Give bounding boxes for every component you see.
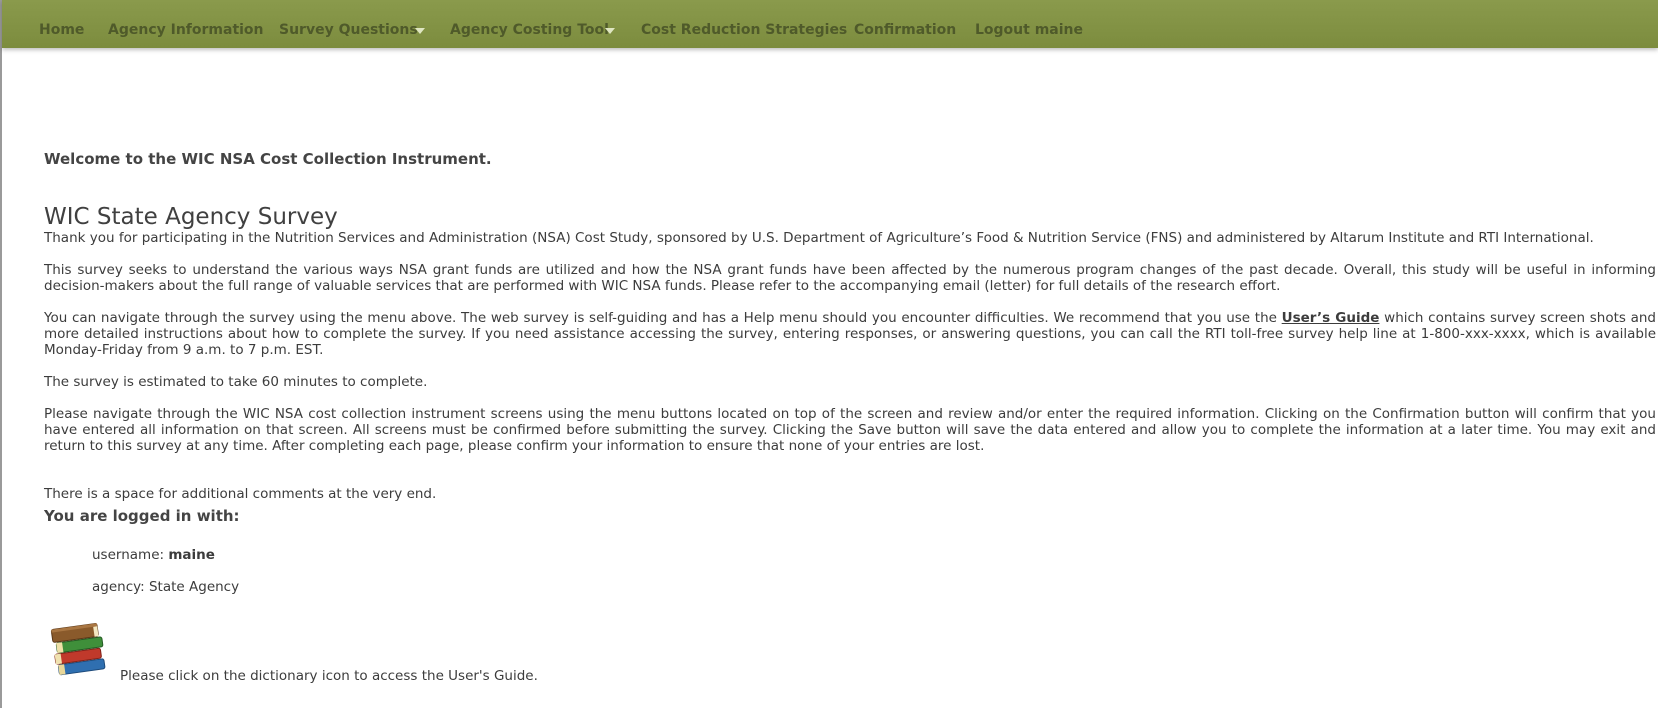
nav-cost-reduction-strategies[interactable]: Cost Reduction Strategies: [641, 22, 848, 38]
nav-agency-costing-tool[interactable]: Agency Costing Tool: [450, 22, 609, 38]
intro-paragraph: Thank you for participating in the Nutrition Services and Administration (NSA) Cost Study, sponsored by U.S. Department of Agriculture’s Food & Nutrition Service (FNS) and administered by Altarum Institute and RTI International.: [44, 230, 1594, 246]
username-value: maine: [168, 547, 215, 563]
page-title: WIC State Agency Survey: [44, 204, 338, 230]
chevron-down-icon[interactable]: [415, 28, 425, 34]
navigation-text-start: You can navigate through the survey using the menu above. The web survey is self-guiding and has a Help menu should you encounter difficulties. We recommend that you use the: [44, 310, 1282, 326]
chevron-down-icon[interactable]: [605, 28, 615, 34]
nav-confirmation[interactable]: Confirmation: [854, 22, 957, 38]
page-left-border: [0, 0, 2, 708]
logged-in-heading: You are logged in with:: [44, 507, 240, 525]
welcome-heading: Welcome to the WIC NSA Cost Collection Instrument.: [44, 150, 492, 168]
top-navbar: [2, 0, 1658, 48]
nav-agency-information[interactable]: Agency Information: [108, 22, 264, 38]
users-guide-instruction: Please click on the dictionary icon to access the User's Guide.: [120, 668, 538, 684]
username-line: [92, 547, 215, 563]
nav-home[interactable]: Home: [39, 22, 85, 38]
agency-line: [92, 579, 239, 595]
duration-paragraph: The survey is estimated to take 60 minutes to complete.: [44, 374, 428, 390]
agency-label: agency:: [92, 579, 149, 595]
users-guide-link[interactable]: User’s Guide: [1281, 310, 1380, 326]
navigation-paragraph: [44, 310, 1656, 358]
nav-survey-questions[interactable]: Survey Questions: [279, 22, 418, 38]
instructions-paragraph: Please navigate through the WIC NSA cost collection instrument screens using the menu buttons located on top of the screen and review and/or enter the required information. Clicking on the Confirmation button will confirm that you have entered all information on that screen. All screens must be confirmed before submitting the survey. Clicking the Save button will save the data entered and allow you to complete the information at a later time. You may exit and return to this survey at any time. After completing each page, please confirm your information to ensure that none of your entries are lost.: [44, 406, 1656, 454]
purpose-paragraph: This survey seeks to understand the various ways NSA grant funds are utilized and how the NSA grant funds have been affected by the numerous program changes of the past decade. Overall, this study will be useful in informing decision-makers about the full range of valuable services that are performed with WIC NSA funds. Please refer to the accompanying email (letter) for full details of the research effort.: [44, 262, 1656, 294]
nav-logout[interactable]: Logout maine: [975, 22, 1084, 38]
agency-value: State Agency: [148, 579, 240, 595]
username-label: username:: [92, 547, 169, 563]
navigation-text-end: which contains survey screen shots and more detailed instructions about how to complete the survey. If you need assistance accessing the survey, entering responses, or answering questions, you can call the RTI toll-free survey help line at 1-800-xxx-xxxx, which is available Monday-Friday from 9 a.m. to 7 p.m. EST.: [44, 310, 1656, 358]
books-icon[interactable]: [50, 620, 108, 676]
comments-paragraph: There is a space for additional comments at the very end.: [44, 486, 437, 502]
